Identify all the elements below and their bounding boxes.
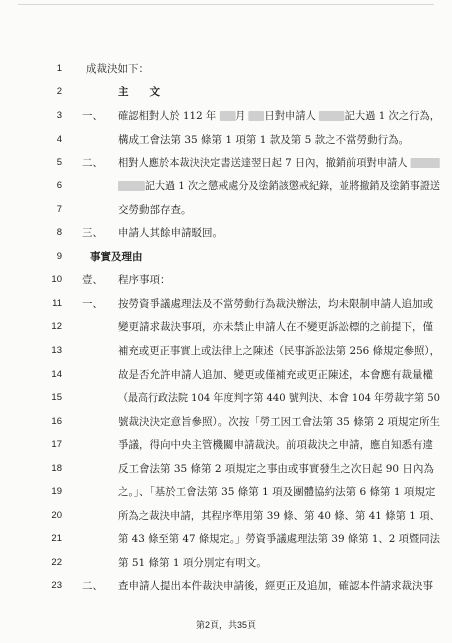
section-heading: 主 文 [118, 86, 160, 98]
header-rule [18, 4, 434, 5]
item-marker: 一、 [82, 298, 103, 310]
line-text: 查申請人提出本件裁決申請後，經更正及追加，確認本件請求裁決事 [118, 580, 433, 592]
line-number: 10 [51, 274, 62, 285]
line-text: 相對人應於本裁決決定書送達翌日起 7 日內，撤銷前項對申請人 [118, 156, 440, 170]
line-number: 22 [51, 557, 62, 568]
line-number: 14 [51, 369, 62, 380]
line-number: 15 [51, 392, 62, 403]
line-number: 7 [56, 204, 62, 215]
line-text: 之。」、「基於工會法第 35 條第 1 項及團體協約法第 6 條第 1 項規定 [118, 486, 436, 498]
line-text: 號裁決決定意旨參照）。次按「勞工因工會法第 35 條第 2 項規定所生 [118, 416, 441, 428]
line-number: 5 [56, 157, 62, 168]
line-text: 交勞動部存查。 [118, 204, 192, 216]
item-marker: 壹、 [82, 274, 103, 286]
redaction [249, 111, 265, 121]
redaction [411, 158, 440, 168]
line-text: 確認相對人於 112 年 月 日對申請人 記大過 1 次之行為， [118, 110, 441, 122]
line-number: 20 [51, 510, 62, 521]
line-number: 8 [56, 227, 62, 238]
line-text: 記大過 1 次之懲戒處分及塗銷該懲戒紀錄，並將撤銷及塗銷事證送 [118, 179, 440, 193]
line-number: 21 [51, 533, 62, 544]
line-number: 9 [56, 251, 62, 262]
redaction [118, 181, 145, 191]
line-number: 18 [51, 463, 62, 474]
line-text: 成裁決如下： [86, 63, 149, 75]
line-number: 23 [51, 580, 62, 591]
section-heading: 事實及理由 [90, 251, 143, 263]
line-text: 所為之裁決申請，其程序準用第 39 條、第 40 條、第 41 條第 1 項、 [118, 510, 440, 522]
line-text: 變更請求裁決事項，亦未禁止申請人在不變更訴訟標的之前提下，僅 [118, 321, 433, 333]
line-text: 第 51 條第 1 項分別定有明文。 [118, 557, 267, 569]
page-footer: 第2頁，共35頁 [195, 620, 257, 630]
item-marker: 一、 [82, 110, 103, 122]
line-number: 19 [51, 486, 62, 497]
line-text: 故是否允許申請人追加、變更或僅補充或更正陳述，本會應有裁量權 [118, 369, 433, 381]
line-number: 13 [51, 345, 62, 356]
line-text: 按勞資爭議處理法及不當勞動行為裁決辦法，均未限制申請人追加或 [118, 298, 433, 310]
line-number: 17 [51, 439, 62, 450]
line-text: 程序事項： [118, 274, 171, 286]
line-number: 2 [56, 86, 62, 97]
line-number: 12 [51, 321, 62, 332]
line-number: 6 [56, 180, 62, 191]
line-text: （最高行政法院 104 年度判字第 440 號判決、本會 104 年勞裁字第 50 [118, 392, 441, 404]
item-marker: 二、 [82, 580, 103, 592]
item-marker: 三、 [82, 227, 103, 239]
line-text: 第 43 條至第 47 條規定。」勞資爭議處理法第 39 條第 1、2 項暨同法 [118, 533, 441, 545]
redaction [319, 111, 344, 121]
line-number: 16 [51, 416, 62, 427]
item-marker: 二、 [82, 157, 103, 169]
line-number: 11 [52, 298, 62, 309]
line-number: 4 [56, 134, 62, 145]
line-number: 3 [56, 110, 62, 121]
line-text: 反工會法第 35 條第 2 項規定之事由或事實發生之次日起 90 日內為 [118, 463, 434, 475]
redaction [219, 111, 235, 121]
line-text: 申請人其餘申請駁回。 [118, 227, 223, 239]
line-text: 爭議，得向中央主管機關申請裁決。前項裁決之申請，應自知悉有違 [118, 439, 433, 451]
line-text: 補充或更正事實上或法律上之陳述（民事訴訟法第 256 條規定參照）， [118, 345, 440, 357]
line-number: 1 [56, 63, 62, 74]
line-text: 構成工會法第 35 條第 1 項第 1 款及第 5 款之不當勞動行為。 [118, 134, 410, 146]
